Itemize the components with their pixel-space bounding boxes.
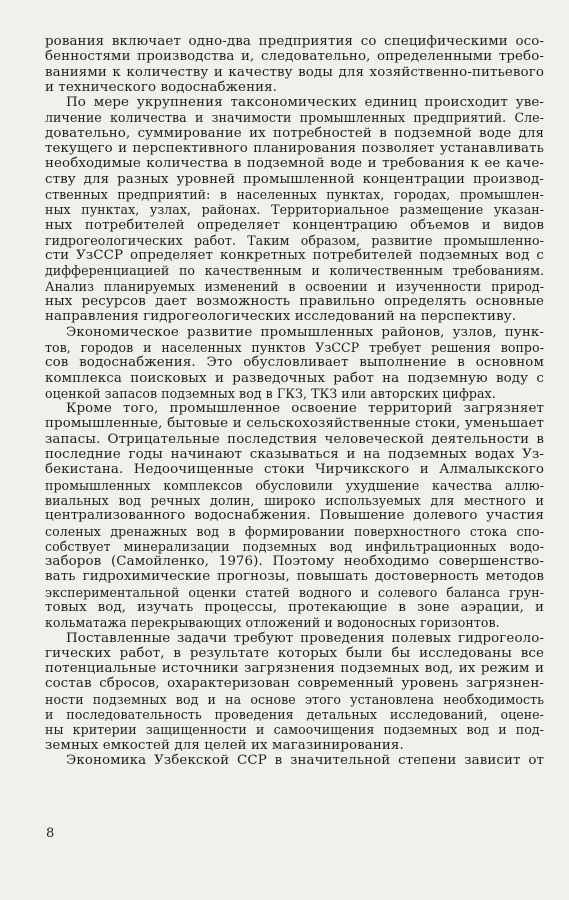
- text-line: ваниями к количеству и качеству воды для хозяйственно-питьевого: [45, 64, 544, 80]
- text-line: соленых дренажных вод в формировании поверхностного стока спо-: [45, 523, 544, 539]
- text-line: текущего и перспективного планирования позволяет устанавливать: [45, 141, 544, 157]
- text-line: состав сбросов, охарактеризован современный уровень загрязнен-: [45, 676, 544, 692]
- text-line: ных потребителей определяет концентрацию объемов и видов: [45, 217, 544, 233]
- text-line: Экономика Узбекской ССР в значительной степени зависит от: [66, 752, 544, 768]
- text-line: собствует минерализации подземных вод инфильтрационных водо-: [45, 538, 544, 554]
- text-line: кольматажа перекрывающих отложений и водоносных горизонтов.: [45, 615, 500, 631]
- text-line: необходимые количества в подземной воде и требования к ее каче-: [45, 156, 544, 172]
- text-line: тов, городов и населенных пунктов УзССР требует решения вопро-: [45, 339, 544, 355]
- text-line: ственных предприятий: в населенных пунктах, городах, промышлен-: [45, 186, 544, 202]
- text-line: сти УзССР определяет конкретных потребителей подземных вод с: [45, 248, 544, 264]
- text-line: довательно, суммирование их потребностей в подземной воде для: [45, 125, 544, 141]
- text-line: ности подземных вод и на основе этого установлена необходимость: [45, 691, 544, 707]
- text-line: земных емкостей для целей их магазинирования.: [45, 737, 404, 753]
- text-line: рования включает одно-два предприятия со специфическими осо-: [45, 34, 544, 49]
- text-line: сов водоснабжения. Это обусловливает выполнение в основном: [45, 355, 544, 371]
- text-line: личение количества и значимости промышленных предприятий. Сле-: [45, 110, 544, 126]
- text-line: Кроме того, промышленное освоение территорий загрязняет: [66, 401, 544, 417]
- text-line: и последовательность проведения детальных исследований, оцене-: [45, 707, 544, 723]
- text-line: ных пунктах, узлах, районах. Территориальное размещение указан-: [45, 202, 544, 218]
- text-line: ны критерии защищенности и самоочищения подземных вод и под-: [45, 722, 544, 738]
- text-line: бекистана. Недоочищенные стоки Чирчикского и Алмалыкского: [45, 462, 544, 478]
- page-number: 8: [46, 826, 55, 841]
- text-line: Анализ планируемых изменений в освоении и изученности природ-: [45, 278, 544, 294]
- text-line: направления гидрогеологических исследований на перспективу.: [45, 309, 517, 325]
- text-line: Экономическое развитие промышленных районов, узлов, пунк-: [66, 324, 544, 340]
- text-line: оценкой запасов подземных вод в ГКЗ, ТКЗ или авторских цифрах.: [45, 385, 496, 401]
- text-line: гических работ, в результате которых были бы исследованы все: [45, 645, 544, 661]
- text-line: дифференциацией по качественным и количественным требованиям.: [45, 263, 544, 279]
- text-line: По мере укрупнения таксономических единиц происходит уве-: [66, 95, 544, 111]
- text-line: последние годы начинают сказываться и на подземных водах Уз-: [45, 447, 544, 463]
- text-line: ных ресурсов дает возможность правильно определять основные: [45, 294, 544, 310]
- body-text: [45, 34, 544, 768]
- text-line: запасы. Отрицательные последствия человеческой деятельности в: [45, 431, 544, 447]
- text-line: централизованного водоснабжения. Повышение долевого участия: [45, 508, 544, 524]
- text-line: ству для разных уровней промышленной концентрации производ-: [45, 171, 544, 187]
- text-line: бенностями производства и, следовательно, определенными требо-: [45, 49, 544, 65]
- text-line: потенциальные источники загрязнения подземных вод, их режим и: [45, 661, 544, 677]
- text-line: Поставленные задачи требуют проведения полевых гидрогеоло-: [66, 630, 544, 646]
- text-line: виальных вод речных долин, широко используемых для местного и: [45, 492, 544, 508]
- text-line: и технического водоснабжения.: [45, 79, 278, 95]
- text-line: вать гидрохимические прогнозы, повышать достоверность методов: [45, 569, 544, 585]
- text-line: товых вод, изучать процессы, протекающие в зоне аэрации, и: [45, 599, 544, 615]
- text-line: заборов (Самойленко, 1976). Поэтому необходимо совершенство-: [45, 554, 544, 570]
- text-line: промышленных комплексов обусловили ухудшение качества аллю-: [45, 477, 544, 493]
- text-line: комплекса поисковых и разведочных работ на подземную воду с: [45, 370, 544, 386]
- text-line: гидрогеологических работ. Таким образом, развитие промышленно-: [45, 232, 544, 248]
- text-line: промышленные, бытовые и сельскохозяйственные стоки, уменьшает: [45, 416, 544, 432]
- text-line: экспериментальной оценки статей водного и солевого баланса грун-: [45, 584, 544, 600]
